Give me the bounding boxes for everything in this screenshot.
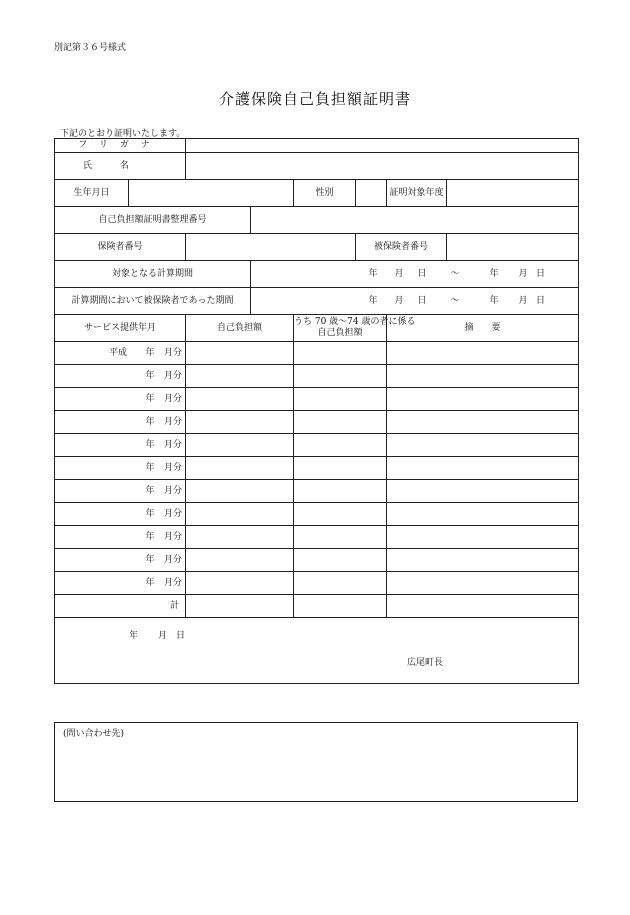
table-row xyxy=(55,480,579,503)
furigana-label: フリガナ xyxy=(55,139,186,153)
age70-74-cell[interactable] xyxy=(294,342,387,365)
remarks-cell[interactable] xyxy=(387,365,579,388)
copay-cell[interactable] xyxy=(186,503,294,526)
age70-74-cell[interactable] xyxy=(294,549,387,572)
age70-74-cell[interactable] xyxy=(294,503,387,526)
cert-number-label: 自己負担額証明書整理番号 xyxy=(55,207,251,234)
age70-74-cell[interactable] xyxy=(294,365,387,388)
name-field[interactable] xyxy=(186,153,579,180)
insured-period-row xyxy=(55,288,579,315)
insurer-number-field[interactable] xyxy=(186,234,356,261)
total-row xyxy=(55,595,579,618)
cert-number-field[interactable] xyxy=(251,207,579,234)
remarks-cell[interactable] xyxy=(387,457,579,480)
copay-cell[interactable] xyxy=(186,388,294,411)
service-month-cell: 年 月分 xyxy=(55,503,186,526)
total-copay-cell[interactable] xyxy=(186,595,294,618)
page-title: 介護保険自己負担額証明書 xyxy=(218,90,411,108)
remarks-cell[interactable] xyxy=(387,434,579,457)
birthdate-field[interactable] xyxy=(129,180,294,207)
name-row xyxy=(55,153,579,180)
service-month-cell: 年 月分 xyxy=(55,365,186,388)
intro-text: 下記のとおり証明いたします。 xyxy=(60,129,186,139)
table-row xyxy=(55,342,579,365)
table-row xyxy=(55,503,579,526)
remarks-cell[interactable] xyxy=(387,388,579,411)
table-row xyxy=(55,549,579,572)
copay-cell[interactable] xyxy=(186,457,294,480)
total-remarks-cell[interactable] xyxy=(387,595,579,618)
remarks-cell[interactable] xyxy=(387,549,579,572)
remarks-cell[interactable] xyxy=(387,411,579,434)
service-month-cell: 年 月分 xyxy=(55,411,186,434)
issue-cell xyxy=(55,618,579,684)
sex-label: 性別 xyxy=(294,180,356,207)
calc-period-row xyxy=(55,261,579,288)
copay-cell[interactable] xyxy=(186,549,294,572)
service-month-cell: 年 月分 xyxy=(55,434,186,457)
remarks-cell[interactable] xyxy=(387,526,579,549)
table-row xyxy=(55,365,579,388)
service-month-cell: 年 月分 xyxy=(55,388,186,411)
copay-cell[interactable] xyxy=(186,411,294,434)
age70-74-cell[interactable] xyxy=(294,434,387,457)
copay-cell[interactable] xyxy=(186,572,294,595)
remarks-cell[interactable] xyxy=(387,572,579,595)
table-row xyxy=(55,388,579,411)
remarks-cell[interactable] xyxy=(387,480,579,503)
copay-cell[interactable] xyxy=(186,365,294,388)
insured-number-field[interactable] xyxy=(447,234,579,261)
monthly-header-row xyxy=(55,315,579,342)
insured-number-label: 被保険者番号 xyxy=(356,234,447,261)
copay-cell[interactable] xyxy=(186,526,294,549)
contact-box[interactable] xyxy=(54,722,578,802)
age70-74-cell[interactable] xyxy=(294,572,387,595)
service-month-cell: 年 月分 xyxy=(55,572,186,595)
calc-period-label: 対象となる計算期間 xyxy=(55,261,251,288)
target-year-label: 証明対象年度 xyxy=(387,180,447,207)
insured-period-label: 計算期間において被保険者であった期間 xyxy=(55,288,251,315)
age70-74-cell[interactable] xyxy=(294,411,387,434)
table-row xyxy=(55,434,579,457)
col-age70-74-header: うち 70 歳～74 歳の者に係る 自己負担額 xyxy=(294,315,387,342)
table-row xyxy=(55,526,579,549)
form-number: 別記第３６号様式 xyxy=(54,43,127,53)
contact-label: (問い合わせ先) xyxy=(63,729,125,739)
insurer-row xyxy=(55,234,579,261)
copay-cell[interactable] xyxy=(186,434,294,457)
service-month-cell: 年 月分 xyxy=(55,549,186,572)
issuer-name: 広尾町長 xyxy=(407,658,444,668)
col-remarks-header: 摘 要 xyxy=(387,315,579,342)
copay-cell[interactable] xyxy=(186,342,294,365)
total-age70-74-cell[interactable] xyxy=(294,595,387,618)
certificate-table xyxy=(54,138,579,684)
table-row xyxy=(55,457,579,480)
calc-period-field[interactable]: 年 月 日 ～ 年 月 日 xyxy=(251,261,579,288)
age70-74-cell[interactable] xyxy=(294,526,387,549)
remarks-cell[interactable] xyxy=(387,503,579,526)
issue-date[interactable]: 年 月 日 xyxy=(128,631,186,641)
furigana-row xyxy=(55,139,579,153)
remarks-cell[interactable] xyxy=(387,342,579,365)
sex-field[interactable] xyxy=(356,180,387,207)
birthdate-label: 生年月日 xyxy=(55,180,129,207)
service-month-cell: 年 月分 xyxy=(55,457,186,480)
cert-number-row xyxy=(55,207,579,234)
copay-cell[interactable] xyxy=(186,480,294,503)
name-label: 氏名 xyxy=(55,153,186,180)
col-copay-header: 自己負担額 xyxy=(186,315,294,342)
col-service-header: サービス提供年月 xyxy=(55,315,186,342)
insured-period-field[interactable]: 年 月 日 ～ 年 月 日 xyxy=(251,288,579,315)
issue-row xyxy=(55,618,579,684)
birthdate-row xyxy=(55,180,579,207)
furigana-field[interactable] xyxy=(186,139,579,153)
age70-74-cell[interactable] xyxy=(294,457,387,480)
insurer-number-label: 保険者番号 xyxy=(55,234,186,261)
table-row xyxy=(55,572,579,595)
table-row xyxy=(55,411,579,434)
service-month-cell: 平成 年 月分 xyxy=(55,342,186,365)
target-year-field[interactable] xyxy=(447,180,579,207)
service-month-cell: 年 月分 xyxy=(55,480,186,503)
service-month-cell: 年 月分 xyxy=(55,526,186,549)
age70-74-cell[interactable] xyxy=(294,388,387,411)
total-label: 計 xyxy=(55,595,186,618)
age70-74-cell[interactable] xyxy=(294,480,387,503)
